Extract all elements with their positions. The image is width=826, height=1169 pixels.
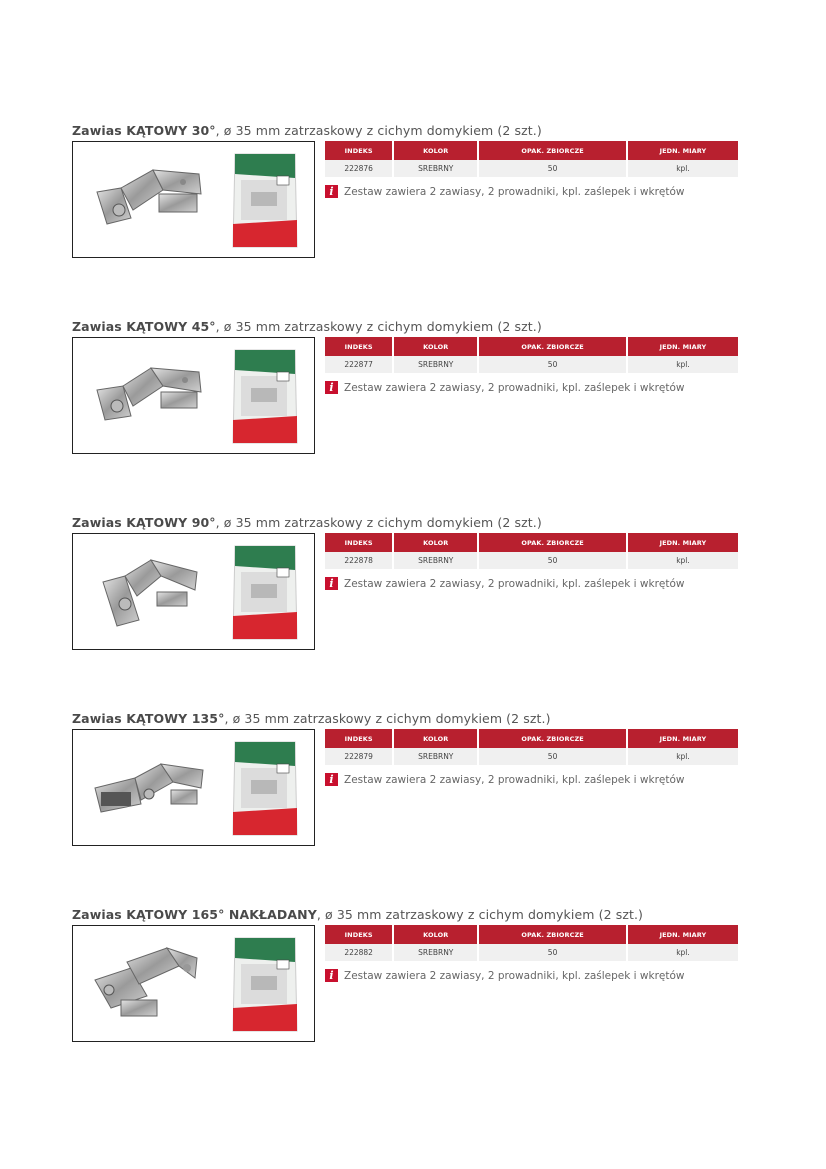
spec-table — [323, 337, 740, 373]
product-image-box — [72, 729, 315, 846]
hinge-image — [91, 748, 211, 828]
info-note — [325, 969, 685, 982]
package-image — [231, 348, 299, 445]
product-block — [72, 319, 742, 464]
cell-kolor: SREBRNY — [394, 356, 477, 373]
product-image-box — [72, 141, 315, 258]
product-block — [72, 907, 742, 1052]
header-kolor: KOLOR — [394, 925, 477, 944]
product-title: Zawias KĄTOWY 135°, ø 35 mm zatrzaskowy z cichym domykiem (2 szt.) — [72, 711, 551, 726]
cell-kolor: SREBRNY — [394, 944, 477, 961]
info-text: Zestaw zawiera 2 zawiasy, 2 prowadniki, kpl. zaślepek i wkrętów — [344, 969, 685, 982]
header-jedn: JEDN. MIARY — [628, 533, 738, 552]
spec-table — [323, 533, 740, 569]
cell-indeks: 222882 — [325, 944, 392, 961]
hinge-image — [91, 160, 211, 240]
product-block — [72, 123, 742, 268]
info-note — [325, 577, 685, 590]
package-image — [231, 936, 299, 1033]
cell-kolor: SREBRNY — [394, 748, 477, 765]
header-indeks: INDEKS — [325, 729, 392, 748]
cell-indeks: 222876 — [325, 160, 392, 177]
cell-opak: 50 — [479, 748, 626, 765]
info-note — [325, 381, 685, 394]
header-opak: OPAK. ZBIORCZE — [479, 337, 626, 356]
product-image-box — [72, 925, 315, 1042]
info-icon: i — [325, 969, 338, 982]
cell-indeks: 222878 — [325, 552, 392, 569]
product-image-box — [72, 533, 315, 650]
cell-indeks: 222879 — [325, 748, 392, 765]
product-title: Zawias KĄTOWY 165° NAKŁADANY, ø 35 mm zatrzaskowy z cichym domykiem (2 szt.) — [72, 907, 644, 922]
cell-jedn: kpl. — [628, 944, 738, 961]
info-icon: i — [325, 773, 338, 786]
product-block — [72, 711, 742, 856]
info-note — [325, 185, 685, 198]
info-note — [325, 773, 685, 786]
cell-opak: 50 — [479, 160, 626, 177]
product-block — [72, 515, 742, 660]
info-text: Zestaw zawiera 2 zawiasy, 2 prowadniki, kpl. zaślepek i wkrętów — [344, 185, 685, 198]
cell-jedn: kpl. — [628, 356, 738, 373]
info-text: Zestaw zawiera 2 zawiasy, 2 prowadniki, kpl. zaślepek i wkrętów — [344, 577, 685, 590]
product-title: Zawias KĄTOWY 30°, ø 35 mm zatrzaskowy z cichym domykiem (2 szt.) — [72, 123, 542, 138]
hinge-image — [91, 552, 211, 632]
header-jedn: JEDN. MIARY — [628, 141, 738, 160]
package-image — [231, 152, 299, 249]
package-image — [231, 740, 299, 837]
info-icon: i — [325, 381, 338, 394]
cell-kolor: SREBRNY — [394, 160, 477, 177]
header-kolor: KOLOR — [394, 141, 477, 160]
cell-opak: 50 — [479, 944, 626, 961]
spec-table — [323, 925, 740, 961]
hinge-image — [91, 944, 211, 1024]
spec-table — [323, 141, 740, 177]
header-kolor: KOLOR — [394, 337, 477, 356]
header-opak: OPAK. ZBIORCZE — [479, 729, 626, 748]
cell-kolor: SREBRNY — [394, 552, 477, 569]
cell-opak: 50 — [479, 356, 626, 373]
product-image-box — [72, 337, 315, 454]
info-icon: i — [325, 577, 338, 590]
cell-jedn: kpl. — [628, 748, 738, 765]
header-kolor: KOLOR — [394, 729, 477, 748]
header-opak: OPAK. ZBIORCZE — [479, 141, 626, 160]
package-image — [231, 544, 299, 641]
cell-indeks: 222877 — [325, 356, 392, 373]
hinge-image — [91, 356, 211, 436]
cell-jedn: kpl. — [628, 160, 738, 177]
info-icon: i — [325, 185, 338, 198]
header-indeks: INDEKS — [325, 925, 392, 944]
cell-jedn: kpl. — [628, 552, 738, 569]
header-indeks: INDEKS — [325, 533, 392, 552]
header-jedn: JEDN. MIARY — [628, 337, 738, 356]
info-text: Zestaw zawiera 2 zawiasy, 2 prowadniki, kpl. zaślepek i wkrętów — [344, 381, 685, 394]
spec-table — [323, 729, 740, 765]
info-text: Zestaw zawiera 2 zawiasy, 2 prowadniki, kpl. zaślepek i wkrętów — [344, 773, 685, 786]
header-indeks: INDEKS — [325, 141, 392, 160]
header-opak: OPAK. ZBIORCZE — [479, 533, 626, 552]
header-kolor: KOLOR — [394, 533, 477, 552]
header-opak: OPAK. ZBIORCZE — [479, 925, 626, 944]
product-title: Zawias KĄTOWY 45°, ø 35 mm zatrzaskowy z cichym domykiem (2 szt.) — [72, 319, 542, 334]
product-title: Zawias KĄTOWY 90°, ø 35 mm zatrzaskowy z cichym domykiem (2 szt.) — [72, 515, 542, 530]
header-jedn: JEDN. MIARY — [628, 925, 738, 944]
header-indeks: INDEKS — [325, 337, 392, 356]
cell-opak: 50 — [479, 552, 626, 569]
header-jedn: JEDN. MIARY — [628, 729, 738, 748]
